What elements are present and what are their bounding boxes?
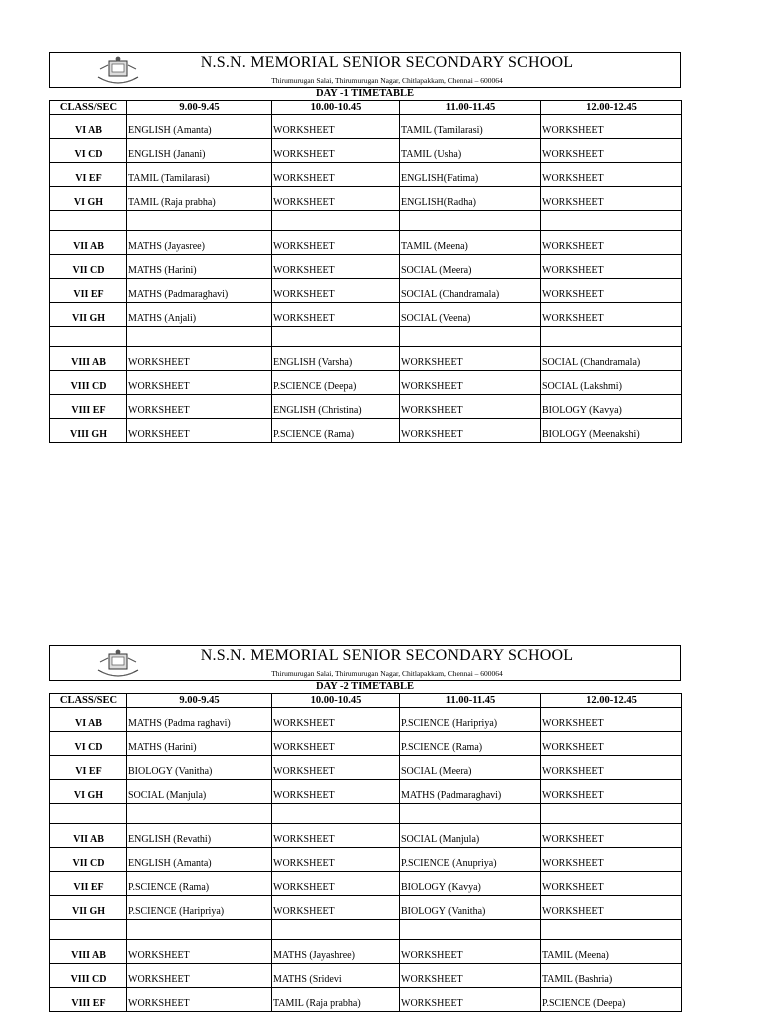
class-section-cell	[50, 327, 127, 347]
school-name: N.S.N. MEMORIAL SENIOR SECONDARY SCHOOL	[200, 54, 574, 71]
subject-cell	[272, 804, 400, 824]
subject-cell: WORKSHEET	[541, 872, 682, 896]
subject-cell	[272, 211, 400, 231]
subject-cell: MATHS (Padmaraghavi)	[400, 780, 541, 804]
subject-cell: WORKSHEET	[272, 708, 400, 732]
school-header	[49, 52, 681, 88]
subject-cell: WORKSHEET	[541, 163, 682, 187]
column-header-period: 12.00-12.45	[541, 694, 682, 708]
subject-cell: WORKSHEET	[400, 347, 541, 371]
subject-cell: WORKSHEET	[272, 303, 400, 327]
subject-cell: WORKSHEET	[400, 940, 541, 964]
subject-cell: SOCIAL (Manjula)	[127, 780, 272, 804]
subject-cell: BIOLOGY (Vanitha)	[400, 896, 541, 920]
school-address: Thirumurugan Salai, Thirumurugan Nagar, Chitlapakkam, Chennai – 600064	[271, 669, 503, 678]
subject-cell: TAMIL (Meena)	[400, 231, 541, 255]
subject-cell	[400, 327, 541, 347]
subject-cell: WORKSHEET	[272, 896, 400, 920]
subject-cell: WORKSHEET	[272, 872, 400, 896]
subject-cell: SOCIAL (Manjula)	[400, 824, 541, 848]
column-header-period: 11.00-11.45	[400, 101, 541, 115]
subject-cell	[127, 211, 272, 231]
spacer-row	[50, 804, 682, 824]
column-header-class: CLASS/SEC	[50, 101, 127, 115]
table-row	[50, 708, 682, 732]
subject-cell: TAMIL (Meena)	[541, 940, 682, 964]
subject-cell: WORKSHEET	[541, 824, 682, 848]
subject-cell: WORKSHEET	[127, 395, 272, 419]
class-section-cell: VI CD	[50, 139, 127, 163]
table-row	[50, 756, 682, 780]
table-row	[50, 964, 682, 988]
table-row	[50, 732, 682, 756]
subject-cell: BIOLOGY (Meenakshi)	[541, 419, 682, 443]
subject-cell: WORKSHEET	[541, 231, 682, 255]
subject-cell: WORKSHEET	[127, 419, 272, 443]
spacer-row	[50, 920, 682, 940]
subject-cell: ENGLISH (Christina)	[272, 395, 400, 419]
subject-cell: ENGLISH (Varsha)	[272, 347, 400, 371]
class-section-cell	[50, 804, 127, 824]
subject-cell: WORKSHEET	[541, 708, 682, 732]
subject-cell: WORKSHEET	[127, 964, 272, 988]
subject-cell: MATHS (Jayashree)	[272, 940, 400, 964]
subject-cell	[541, 920, 682, 940]
subject-cell: WORKSHEET	[127, 940, 272, 964]
subject-cell: WORKSHEET	[400, 395, 541, 419]
table-row	[50, 940, 682, 964]
class-section-cell: VII GH	[50, 896, 127, 920]
spacer-row	[50, 327, 682, 347]
subject-cell: SOCIAL (Meera)	[400, 255, 541, 279]
subject-cell	[541, 804, 682, 824]
subject-cell: SOCIAL (Veena)	[400, 303, 541, 327]
table-row	[50, 139, 682, 163]
class-section-cell: VII EF	[50, 279, 127, 303]
subject-cell: TAMIL (Bashria)	[541, 964, 682, 988]
subject-cell	[541, 327, 682, 347]
subject-cell: WORKSHEET	[541, 187, 682, 211]
subject-cell: WORKSHEET	[541, 139, 682, 163]
subject-cell: WORKSHEET	[127, 988, 272, 1012]
subject-cell: WORKSHEET	[541, 896, 682, 920]
class-section-cell: VI AB	[50, 115, 127, 139]
class-section-cell: VIII CD	[50, 371, 127, 395]
subject-cell: WORKSHEET	[541, 732, 682, 756]
table-row	[50, 824, 682, 848]
table-row	[50, 163, 682, 187]
table-row	[50, 115, 682, 139]
subject-cell: MATHS (Jayasree)	[127, 231, 272, 255]
column-header-period: 9.00-9.45	[127, 694, 272, 708]
subject-cell: MATHS (Anjali)	[127, 303, 272, 327]
table-row	[50, 255, 682, 279]
column-header-period: 10.00-10.45	[272, 694, 400, 708]
subject-cell: WORKSHEET	[272, 848, 400, 872]
subject-cell	[127, 920, 272, 940]
class-section-cell: VI GH	[50, 780, 127, 804]
subject-cell: TAMIL (Tamilarasi)	[127, 163, 272, 187]
subject-cell: TAMIL (Tamilarasi)	[400, 115, 541, 139]
timetable-day-2	[49, 645, 681, 1012]
subject-cell: WORKSHEET	[272, 824, 400, 848]
class-section-cell: VIII EF	[50, 988, 127, 1012]
subject-cell: WORKSHEET	[400, 988, 541, 1012]
header-row	[50, 101, 682, 115]
table-row	[50, 371, 682, 395]
subject-cell: WORKSHEET	[272, 255, 400, 279]
class-section-cell: VI AB	[50, 708, 127, 732]
subject-cell: ENGLISH(Radha)	[400, 187, 541, 211]
class-section-cell: VIII CD	[50, 964, 127, 988]
subject-cell: ENGLISH (Janani)	[127, 139, 272, 163]
subject-cell: ENGLISH (Amanta)	[127, 848, 272, 872]
school-header	[49, 645, 681, 681]
subject-cell: SOCIAL (Meera)	[400, 756, 541, 780]
header-row	[50, 694, 682, 708]
subject-cell: MATHS (Padmaraghavi)	[127, 279, 272, 303]
table-row	[50, 347, 682, 371]
subject-cell: MATHS (Harini)	[127, 255, 272, 279]
subject-cell: SOCIAL (Chandramala)	[541, 347, 682, 371]
subject-cell: MATHS (Harini)	[127, 732, 272, 756]
spacer-row	[50, 211, 682, 231]
subject-cell: TAMIL (Raja prabha)	[272, 988, 400, 1012]
subject-cell	[400, 211, 541, 231]
subject-cell	[541, 211, 682, 231]
subject-cell: P.SCIENCE (Rama)	[272, 419, 400, 443]
subject-cell: MATHS (Sridevi	[272, 964, 400, 988]
class-section-cell: VI EF	[50, 756, 127, 780]
table-row	[50, 187, 682, 211]
subject-cell: P.SCIENCE (Deepa)	[541, 988, 682, 1012]
subject-cell: P.SCIENCE (Rama)	[400, 732, 541, 756]
timetable-table	[49, 693, 682, 1012]
subject-cell: SOCIAL (Chandramala)	[400, 279, 541, 303]
column-header-class: CLASS/SEC	[50, 694, 127, 708]
subject-cell: WORKSHEET	[127, 371, 272, 395]
subject-cell: ENGLISH(Fatima)	[400, 163, 541, 187]
table-row	[50, 780, 682, 804]
subject-cell: ENGLISH (Revathi)	[127, 824, 272, 848]
class-section-cell: VIII AB	[50, 347, 127, 371]
table-row	[50, 988, 682, 1012]
subject-cell	[272, 920, 400, 940]
table-row	[50, 419, 682, 443]
subject-cell: WORKSHEET	[272, 231, 400, 255]
subject-cell: BIOLOGY (Vanitha)	[127, 756, 272, 780]
subject-cell: WORKSHEET	[272, 115, 400, 139]
class-section-cell: VII EF	[50, 872, 127, 896]
subject-cell: P.SCIENCE (Deepa)	[272, 371, 400, 395]
class-section-cell: VI EF	[50, 163, 127, 187]
subject-cell: WORKSHEET	[400, 371, 541, 395]
subject-cell: BIOLOGY (Kavya)	[541, 395, 682, 419]
class-section-cell	[50, 211, 127, 231]
class-section-cell: VIII EF	[50, 395, 127, 419]
table-row	[50, 848, 682, 872]
table-row	[50, 872, 682, 896]
subject-cell: P.SCIENCE (Haripriya)	[400, 708, 541, 732]
column-header-period: 9.00-9.45	[127, 101, 272, 115]
class-section-cell: VII CD	[50, 255, 127, 279]
subject-cell: WORKSHEET	[541, 848, 682, 872]
class-section-cell: VIII AB	[50, 940, 127, 964]
school-address: Thirumurugan Salai, Thirumurugan Nagar, Chitlapakkam, Chennai – 600064	[271, 76, 503, 85]
subject-cell: WORKSHEET	[272, 139, 400, 163]
subject-cell: ENGLISH (Amanta)	[127, 115, 272, 139]
table-row	[50, 231, 682, 255]
subject-cell: WORKSHEET	[400, 964, 541, 988]
subject-cell: WORKSHEET	[272, 187, 400, 211]
subject-cell: P.SCIENCE (Anupriya)	[400, 848, 541, 872]
subject-cell: MATHS (Padma raghavi)	[127, 708, 272, 732]
class-section-cell: VII AB	[50, 231, 127, 255]
subject-cell: WORKSHEET	[541, 255, 682, 279]
class-section-cell: VI GH	[50, 187, 127, 211]
subject-cell: WORKSHEET	[541, 756, 682, 780]
subject-cell: WORKSHEET	[272, 732, 400, 756]
subject-cell: WORKSHEET	[541, 303, 682, 327]
class-section-cell: VI CD	[50, 732, 127, 756]
subject-cell	[272, 327, 400, 347]
timetable-day-1	[49, 52, 681, 443]
table-row	[50, 303, 682, 327]
subject-cell: WORKSHEET	[400, 419, 541, 443]
subject-cell	[400, 804, 541, 824]
subject-cell: WORKSHEET	[272, 163, 400, 187]
subject-cell: BIOLOGY (Kavya)	[400, 872, 541, 896]
timetable-table	[49, 100, 682, 443]
subject-cell: P.SCIENCE (Haripriya)	[127, 896, 272, 920]
class-section-cell	[50, 920, 127, 940]
class-section-cell: VIII GH	[50, 419, 127, 443]
subject-cell	[127, 327, 272, 347]
column-header-period: 11.00-11.45	[400, 694, 541, 708]
subject-cell: WORKSHEET	[127, 347, 272, 371]
table-row	[50, 279, 682, 303]
subject-cell	[400, 920, 541, 940]
subject-cell: WORKSHEET	[272, 780, 400, 804]
day-title: DAY -1 TIMETABLE	[315, 88, 415, 99]
subject-cell: SOCIAL (Lakshmi)	[541, 371, 682, 395]
subject-cell: WORKSHEET	[541, 115, 682, 139]
subject-cell: WORKSHEET	[272, 756, 400, 780]
school-name: N.S.N. MEMORIAL SENIOR SECONDARY SCHOOL	[200, 647, 574, 664]
subject-cell: TAMIL (Usha)	[400, 139, 541, 163]
subject-cell: WORKSHEET	[541, 279, 682, 303]
subject-cell: WORKSHEET	[272, 279, 400, 303]
subject-cell	[127, 804, 272, 824]
class-section-cell: VII AB	[50, 824, 127, 848]
subject-cell: WORKSHEET	[541, 780, 682, 804]
class-section-cell: VII GH	[50, 303, 127, 327]
column-header-period: 10.00-10.45	[272, 101, 400, 115]
day-title: DAY -2 TIMETABLE	[315, 681, 415, 692]
subject-cell: P.SCIENCE (Rama)	[127, 872, 272, 896]
column-header-period: 12.00-12.45	[541, 101, 682, 115]
subject-cell: TAMIL (Raja prabha)	[127, 187, 272, 211]
table-row	[50, 395, 682, 419]
class-section-cell: VII CD	[50, 848, 127, 872]
table-row	[50, 896, 682, 920]
